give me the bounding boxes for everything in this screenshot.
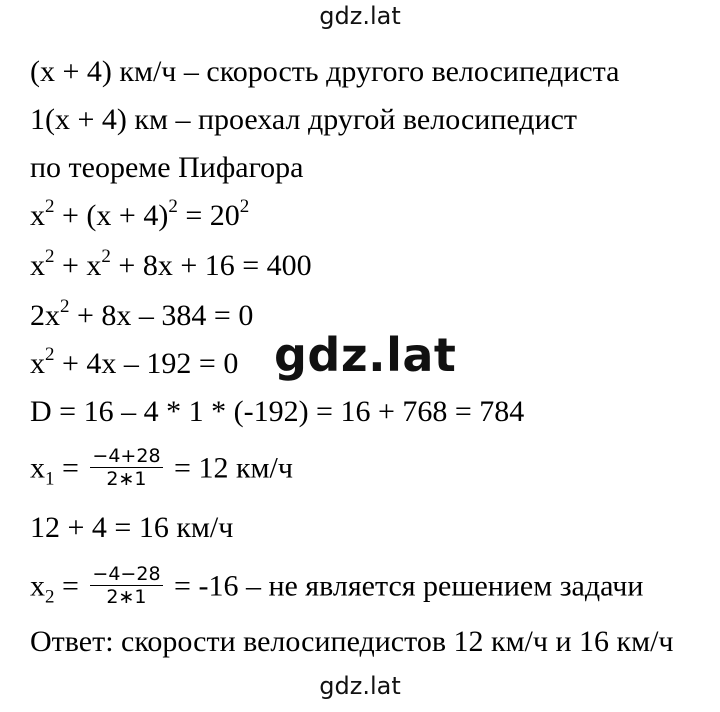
exponent: 2 <box>168 196 178 217</box>
line-answer: Ответ: скорости велосипедистов 12 км/ч и 16 км/ч <box>30 625 674 658</box>
eq-term: + x <box>54 249 102 282</box>
eq-term: x <box>30 199 45 232</box>
line-equation-3 <box>30 298 253 334</box>
eq-sign: = <box>54 569 87 603</box>
eq-term: + 4x – 192 = 0 <box>54 347 239 380</box>
line-discriminant: D = 16 – 4 * 1 * (-192) = 16 + 768 = 784 <box>30 395 525 428</box>
line-distance-second: 1(x + 4) км – проехал другой велосипедист <box>30 103 578 136</box>
fraction-denominator: 2∗1 <box>106 586 147 608</box>
line-root-2 <box>30 563 644 611</box>
subscript: 1 <box>45 468 55 490</box>
eq-term: + 8x – 384 = 0 <box>69 299 254 332</box>
line-root-1 <box>30 445 293 493</box>
line-equation-2 <box>30 248 312 284</box>
line-pythagoras: по теореме Пифагора <box>30 151 304 184</box>
eq-term: x <box>30 249 45 282</box>
root-var: x <box>30 451 45 485</box>
eq-term: x <box>30 347 45 380</box>
fraction <box>90 445 162 490</box>
exponent: 2 <box>239 196 250 217</box>
watermark-bottom: gdz.lat <box>319 672 401 700</box>
eq-term: = 20 <box>177 199 240 232</box>
eq-term: + 8x + 16 = 400 <box>110 249 312 282</box>
line-equation-1 <box>30 198 249 234</box>
line-speed-second: (x + 4) км/ч – скорость другого велосипедиста <box>30 55 620 88</box>
fraction-denominator: 2∗1 <box>106 468 147 490</box>
watermark-middle: gdz.lat <box>274 328 457 382</box>
watermark-top: gdz.lat <box>319 2 401 30</box>
exponent: 2 <box>45 196 55 217</box>
exponent: 2 <box>101 246 111 267</box>
fraction-numerator: −4+28 <box>92 445 161 467</box>
root-result: = 12 км/ч <box>166 451 293 485</box>
exponent: 2 <box>45 246 55 267</box>
exponent: 2 <box>60 296 70 317</box>
exponent: 2 <box>45 344 55 365</box>
eq-sign: = <box>54 451 87 485</box>
subscript: 2 <box>45 586 55 608</box>
fraction-numerator: −4−28 <box>92 563 161 585</box>
eq-term: + (x + 4) <box>54 199 169 232</box>
line-sum: 12 + 4 = 16 км/ч <box>30 511 234 544</box>
root-result: = -16 – не является решением задачи <box>166 569 644 603</box>
eq-term: 2x <box>30 299 60 332</box>
root-var: x <box>30 569 45 603</box>
fraction <box>90 563 162 608</box>
line-equation-4 <box>30 346 238 382</box>
